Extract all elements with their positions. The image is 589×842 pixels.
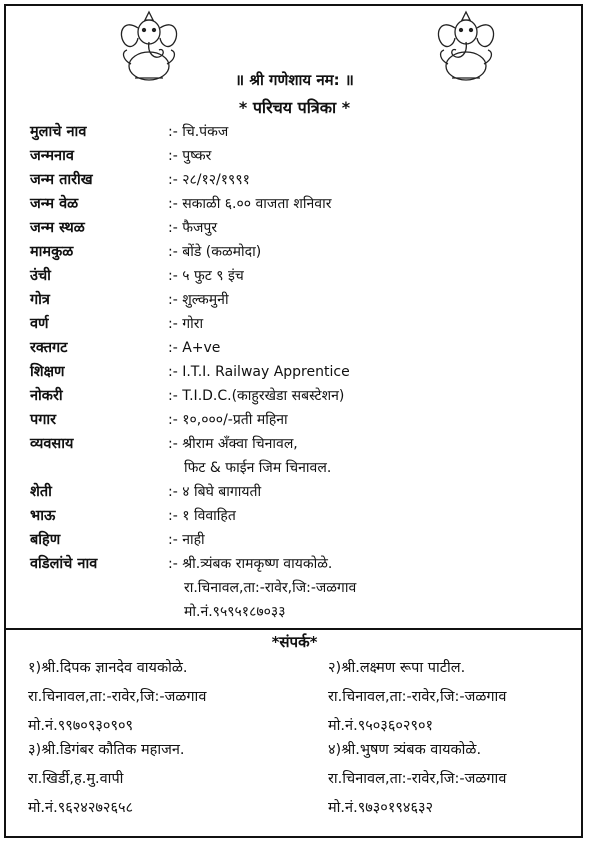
detail-label: मामकुळ xyxy=(30,244,74,260)
detail-value-line: :- १०,०००/-प्रती महिना xyxy=(168,412,288,428)
invocation-heading: ॥ श्री गणेशाय नम: ॥ xyxy=(235,71,354,89)
detail-label: जन्म तारीख xyxy=(30,172,93,188)
contact-phone: मो.नं.९५०३६०२९०१ xyxy=(328,718,434,734)
detail-row xyxy=(30,336,570,360)
contact-address: रा.खिर्डी,ह.मु.वापी xyxy=(28,771,124,787)
detail-value xyxy=(168,408,288,432)
detail-value-line: :- I.T.I. Railway Apprentice xyxy=(168,364,350,380)
detail-value-line: :- गोरा xyxy=(168,316,204,332)
detail-label: वर्ण xyxy=(30,316,49,332)
contact-address: रा.चिनावल,ता:-रावेर,जि:-जळगाव xyxy=(28,689,207,705)
detail-row xyxy=(30,360,570,384)
detail-value xyxy=(168,336,220,360)
detail-value-line: :- A+ve xyxy=(168,340,221,356)
detail-value-line: फिट & फाईन जिम चिनावल. xyxy=(184,460,332,476)
detail-row xyxy=(30,528,570,552)
detail-value xyxy=(168,480,261,504)
detail-label: जन्म स्थळ xyxy=(30,220,85,236)
detail-row xyxy=(30,120,570,144)
contact-card xyxy=(328,654,506,741)
detail-row xyxy=(30,192,570,216)
detail-row xyxy=(30,384,570,408)
detail-value-line: रा.चिनावल,ता:-रावेर,जि:-जळगाव xyxy=(184,580,357,596)
detail-label: शेती xyxy=(30,484,52,500)
detail-value xyxy=(168,144,211,168)
contact-phone: मो.नं.९६२४२७२६५८ xyxy=(28,800,134,816)
detail-value xyxy=(168,264,244,288)
detail-value-line: :- श्रीराम अँक्वा चिनावल, xyxy=(168,436,298,452)
contact-phone: मो.नं.९९७०९३०९०९ xyxy=(28,718,134,734)
detail-row xyxy=(30,432,570,480)
detail-value xyxy=(168,384,344,408)
detail-label: बहिण xyxy=(30,532,61,548)
detail-value-line: :- T.I.D.C.(काहुरखेडा सबस्टेशन) xyxy=(168,388,345,404)
detail-value xyxy=(168,168,250,192)
detail-value xyxy=(168,216,217,240)
detail-value-line: :- श्री.त्र्यंबक रामकृष्ण वायकोळे. xyxy=(168,556,333,572)
detail-label: नोकरी xyxy=(30,388,63,404)
detail-label: पगार xyxy=(30,412,57,428)
detail-value xyxy=(168,240,261,264)
detail-row xyxy=(30,288,570,312)
contact-card xyxy=(328,736,506,823)
detail-value xyxy=(168,432,331,480)
contact-address: रा.चिनावल,ता:-रावेर,जि:-जळगाव xyxy=(328,689,507,705)
detail-label: व्यवसाय xyxy=(30,436,74,452)
detail-row xyxy=(30,216,570,240)
detail-value-line: :- ४ बिघे बागायती xyxy=(168,484,262,500)
detail-value xyxy=(168,360,350,384)
contact-card xyxy=(28,736,185,823)
detail-label: उंची xyxy=(30,268,51,284)
detail-row xyxy=(30,240,570,264)
detail-row xyxy=(30,480,570,504)
contact-name: ४)श्री.भुषण त्र्यंबक वायकोळे. xyxy=(328,742,482,758)
detail-label: गोत्र xyxy=(30,292,50,308)
contact-name: १)श्री.दिपक ज्ञानदेव वायकोळे. xyxy=(28,660,188,676)
contact-heading: *संपर्क* xyxy=(271,633,318,651)
detail-value-line: :- बोंडे (कळमोदा) xyxy=(168,244,262,260)
contact-name: ३)श्री.डिगंबर कौतिक महाजन. xyxy=(28,742,185,758)
detail-value xyxy=(168,120,228,144)
detail-value xyxy=(168,528,205,552)
details-section xyxy=(30,120,570,624)
contact-address: रा.चिनावल,ता:-रावेर,जि:-जळगाव xyxy=(328,771,507,787)
detail-value-line: मो.नं.९५९५१८७०३३ xyxy=(184,604,286,620)
detail-label: रक्तगट xyxy=(30,340,68,356)
section-divider xyxy=(6,628,583,630)
detail-value xyxy=(168,288,229,312)
detail-row xyxy=(30,168,570,192)
detail-value-line: :- चि.पंकज xyxy=(168,124,229,140)
contact-phone: मो.नं.९७३०१९४६३२ xyxy=(328,800,434,816)
detail-value xyxy=(168,192,331,216)
detail-value xyxy=(168,504,236,528)
detail-label: मुलाचे नाव xyxy=(30,124,87,140)
detail-row xyxy=(30,264,570,288)
detail-value-line: :- शुल्कमुनी xyxy=(168,292,229,308)
detail-value-line: :- २८/१२/१९९१ xyxy=(168,172,250,188)
detail-label: वडिलांचे नाव xyxy=(30,556,98,572)
detail-label: जन्मनाव xyxy=(30,148,74,164)
page-title: * परिचय पत्रिका * xyxy=(238,98,351,117)
detail-row xyxy=(30,504,570,528)
detail-value-line: :- फैजपुर xyxy=(168,220,218,236)
contact-card xyxy=(28,654,206,741)
detail-row xyxy=(30,312,570,336)
detail-value-line: :- सकाळी ६.०० वाजता शनिवार xyxy=(168,196,332,212)
detail-value-line: :- १ विवाहित xyxy=(168,508,236,524)
detail-label: शिक्षण xyxy=(30,364,65,380)
detail-value-line: :- पुष्कर xyxy=(168,148,212,164)
detail-value-line: :- ५ फुट ९ इंच xyxy=(168,268,244,284)
detail-value xyxy=(168,552,356,624)
contact-name: २)श्री.लक्ष्मण रूपा पाटील. xyxy=(328,660,466,676)
detail-row xyxy=(30,552,570,624)
detail-row xyxy=(30,408,570,432)
detail-label: जन्म वेळ xyxy=(30,196,79,212)
detail-value xyxy=(168,312,203,336)
detail-row xyxy=(30,144,570,168)
detail-label: भाऊ xyxy=(30,508,56,524)
detail-value-line: :- नाही xyxy=(168,532,205,548)
